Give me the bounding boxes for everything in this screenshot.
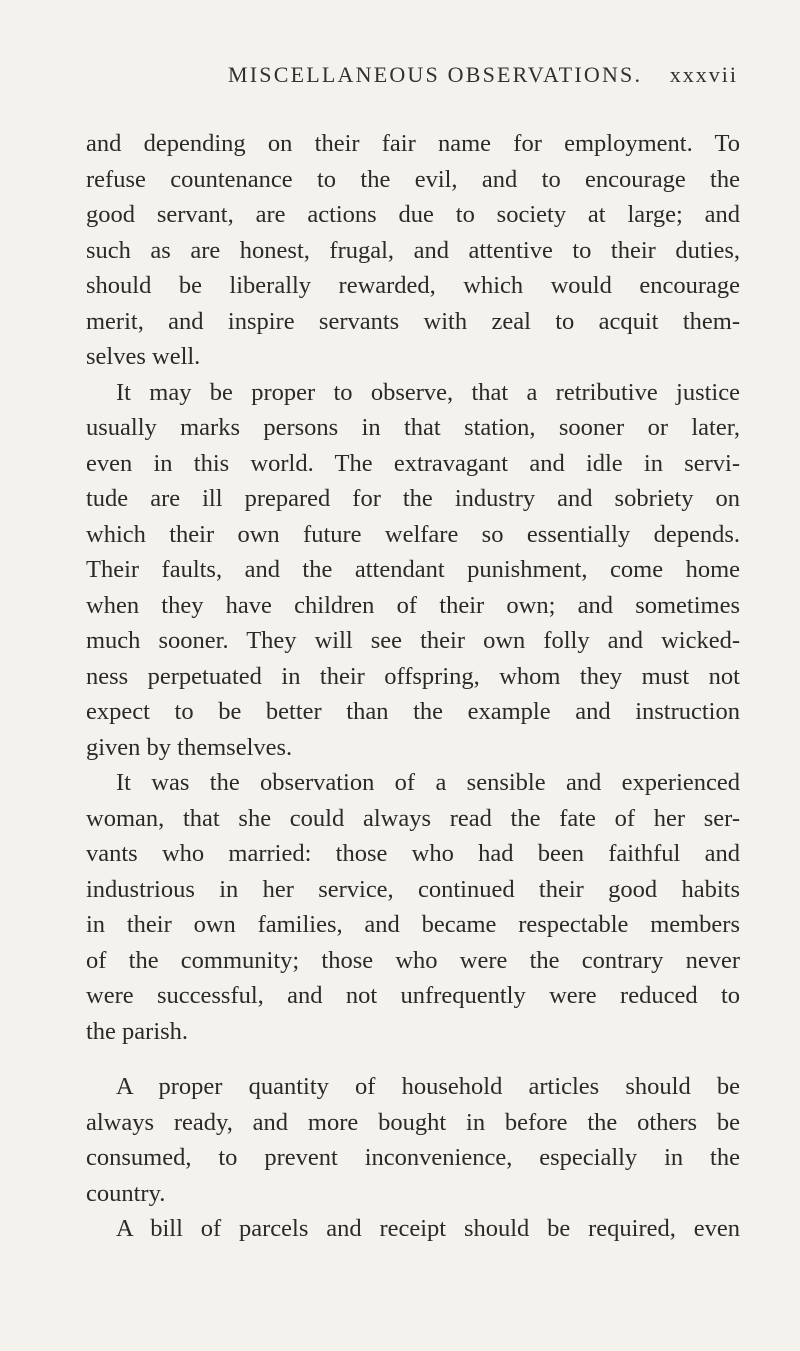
text-line: such as are honest, frugal, and attentive to their duties,	[86, 236, 740, 264]
text-line: even in this world. The extravagant and idle in servi-	[86, 449, 740, 477]
text-line: vants who married: those who had been faithful and	[86, 840, 740, 867]
text-line: the parish.	[86, 1017, 189, 1045]
text-line: A proper quantity of household articles should be	[116, 1073, 740, 1100]
text-line: It was the observation of a sensible and experienced	[116, 769, 740, 796]
text-line: It may be proper to observe, that a retributive justice	[116, 378, 740, 406]
body-text	[86, 126, 740, 1247]
text-line: selves well.	[86, 343, 201, 370]
text-line: merit, and inspire servants with zeal to acquit them-	[86, 307, 740, 335]
text-line: of the community; those who were the contrary never	[86, 946, 740, 974]
text-line: were successful, and not unfrequently were reduced to	[86, 982, 740, 1009]
text-line: consumed, to prevent inconvenience, especially in the	[86, 1144, 740, 1171]
paragraph-5	[86, 1211, 740, 1247]
text-line: much sooner. They will see their own folly and wicked-	[86, 627, 740, 654]
text-line: A bill of parcels and receipt should be required, even	[116, 1215, 740, 1242]
paragraph-3	[86, 765, 740, 1049]
text-line: usually marks persons in that station, sooner or later,	[86, 414, 740, 441]
text-line: which their own future welfare so essentially depends.	[86, 520, 740, 548]
text-line: Their faults, and the attendant punishment, come home	[86, 556, 740, 583]
paragraph-2	[86, 375, 740, 766]
text-line: ness perpetuated in their offspring, whom they must not	[86, 662, 740, 690]
running-head	[228, 62, 738, 92]
text-line: when they have children of their own; and sometimes	[86, 591, 740, 619]
text-line: given by themselves.	[86, 733, 293, 761]
text-line: and depending on their fair name for employment. To	[86, 130, 740, 157]
text-line: expect to be better than the example and instruction	[86, 698, 740, 725]
page-number: xxxvii	[669, 62, 738, 87]
paragraph-4	[86, 1069, 740, 1211]
text-line: good servant, are actions due to society at large; and	[86, 201, 740, 228]
paragraph-1	[86, 126, 740, 375]
text-line: in their own families, and became respectable members	[86, 911, 740, 938]
text-line: refuse countenance to the evil, and to encourage the	[86, 165, 740, 193]
text-line: woman, that she could always read the fate of her ser-	[86, 804, 740, 832]
text-line: country.	[86, 1179, 166, 1207]
text-line: industrious in her service, continued their good habits	[86, 875, 740, 903]
text-line: should be liberally rewarded, which would encourage	[86, 272, 740, 299]
text-line: tude are ill prepared for the industry and sobriety on	[86, 485, 740, 512]
running-title: MISCELLANEOUS OBSERVATIONS.	[228, 62, 643, 87]
paragraph-spacer	[86, 1049, 740, 1069]
text-line: always ready, and more bought in before the others be	[86, 1108, 740, 1136]
